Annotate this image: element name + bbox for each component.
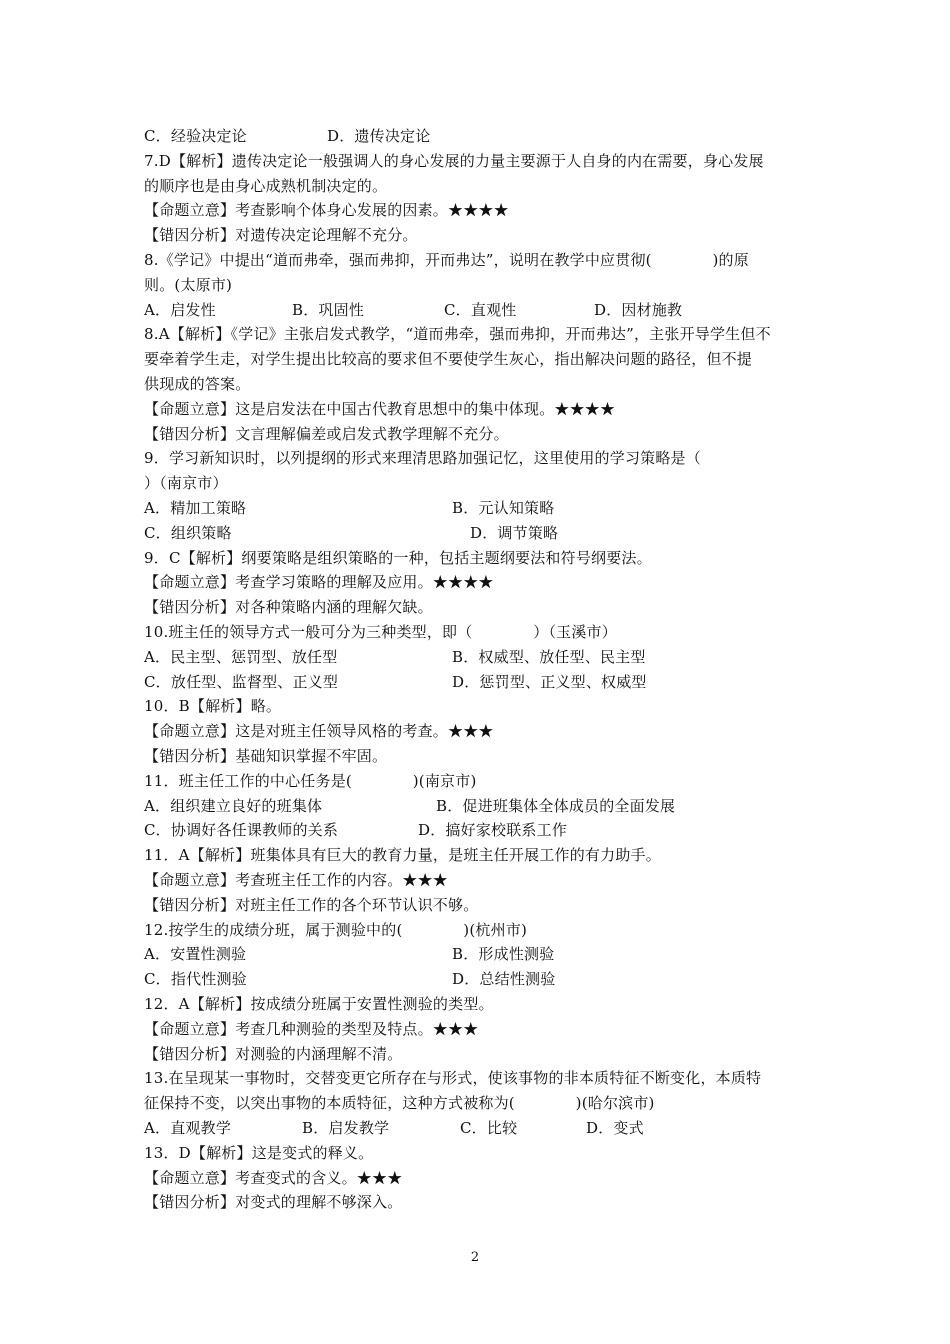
answer-option: C．指代性测验 (144, 970, 247, 989)
answer-option: D．遗传决定论 (327, 127, 431, 145)
answer-option: D．调节策略 (470, 523, 559, 542)
text-line (144, 647, 824, 667)
line-text: 【命题立意】考查学习策略的理解及应用。★★★★ (144, 573, 494, 592)
text-line (144, 448, 824, 468)
line-text: 【错因分析】对变式的理解不够深入。 (144, 1193, 403, 1212)
text-line (144, 895, 824, 915)
answer-option: A．组织建立良好的班集体 (144, 796, 323, 815)
line-text: 【命题立意】这是对班主任领导风格的考查。★★★ (144, 722, 494, 741)
line-text: 供现成的答案。 (144, 375, 251, 393)
answer-option: B．元认知策略 (452, 499, 555, 517)
text-line (144, 944, 824, 964)
text-line (144, 176, 824, 196)
line-text: 8.A【解析】《学记》主张启发式教学，“道而弗牵，强而弗抑，开而弗达”，主张开导学生但不 (144, 325, 771, 344)
text-line (144, 746, 824, 766)
text-line (144, 622, 824, 642)
text-line (144, 250, 824, 270)
line-text: 则。(太原市) (144, 275, 233, 294)
text-line (144, 424, 824, 444)
text-line (144, 1044, 824, 1064)
text-line (144, 498, 824, 518)
text-line (144, 374, 824, 394)
line-text: 9．学习新知识时，以列提纲的形式来理清思路加强记忆，这里使用的学习策略是（ (144, 449, 701, 468)
text-line (144, 845, 824, 865)
answer-option: B．形成性测验 (452, 945, 555, 964)
answer-option: D．变式 (586, 1119, 644, 1137)
line-text: 【命题立意】考查影响个体身心发展的因素。★★★★ (144, 201, 509, 220)
line-text: 【命题立意】考查班主任工作的内容。★★★ (144, 871, 449, 889)
text-line (144, 721, 824, 741)
answer-option: C．直观性 (444, 300, 517, 319)
line-text: 【命题立意】这是启发法在中国古代教育思想中的集中体现。★★★★ (144, 399, 616, 418)
answer-option: B．促进班集体全体成员的全面发展 (436, 796, 676, 815)
line-text: ）（南京市） (144, 474, 228, 493)
text-line (144, 920, 824, 940)
text-line (144, 324, 824, 344)
text-line (144, 1168, 824, 1188)
text-line (144, 597, 824, 617)
text-line (144, 572, 824, 592)
text-line (144, 820, 824, 840)
answer-option: B．启发教学 (302, 1119, 390, 1137)
text-line (144, 523, 824, 543)
line-text: 7.D【解析】遗传决定论一般强调人的身心发展的力量主要源于人自身的内在需要，身心发展 (144, 151, 764, 170)
line-text: 13.在呈现某一事物时，交替变更它所存在与形式，使该事物的非本质特征不断变化，本质特 (144, 1069, 762, 1088)
text-line (144, 1143, 824, 1163)
text-line (144, 796, 824, 816)
line-text: 【命题立意】考查变式的含义。★★★ (144, 1168, 403, 1187)
text-line (144, 275, 824, 295)
answer-option: D．惩罚型、正义型、权威型 (452, 672, 647, 691)
answer-option: A．启发性 (144, 300, 216, 319)
text-line (144, 399, 824, 419)
line-text: 13．D【解析】这是变式的释义。 (144, 1143, 374, 1162)
answer-option: C．放任型、监督型、正义型 (144, 672, 339, 691)
text-line (144, 473, 824, 493)
answer-option: C．组织策略 (144, 523, 232, 542)
answer-option: A．直观教学 (144, 1119, 232, 1137)
text-line (144, 1118, 824, 1138)
text-line (144, 1192, 824, 1212)
line-text: 【错因分析】对测验的内涵理解不清。 (144, 1044, 403, 1063)
page-number: 2 (470, 1250, 480, 1265)
answer-option: D．因材施教 (594, 300, 683, 319)
line-text: 征保持不变，以突出事物的本质特征，这种方式被称为( )(哈尔滨市) (144, 1094, 655, 1113)
answer-option: A．民主型、惩罚型、放任型 (144, 647, 338, 666)
answer-option: C．经验决定论 (144, 127, 247, 145)
text-line (144, 151, 824, 171)
line-text: 9．C【解析】纲要策略是组织策略的一种，包括主题纲要法和符号纲要法。 (144, 548, 652, 567)
line-text: 【错因分析】对各种策略内涵的理解欠缺。 (144, 598, 433, 617)
answer-option: A．精加工策略 (144, 499, 247, 517)
answer-option: B．权威型、放任型、民主型 (452, 647, 646, 666)
answer-option: A．安置性测验 (144, 945, 247, 964)
answer-option: C．协调好各任课教师的关系 (144, 821, 339, 840)
text-line (144, 1019, 824, 1039)
text-line (144, 548, 824, 568)
line-text: 12.按学生的成绩分班，属于测验中的( )(杭州市) (144, 920, 528, 939)
text-line (144, 349, 824, 369)
answer-option: D．搞好家校联系工作 (418, 821, 568, 840)
text-line (144, 994, 824, 1014)
answer-option: C．比较 (460, 1119, 518, 1137)
line-text: 11．班主任工作的中心任务是( )(南京市) (144, 771, 477, 790)
line-text: 【错因分析】文言理解偏差或启发式教学理解不充分。 (144, 424, 509, 443)
text-line (144, 771, 824, 791)
answer-option: D．总结性测验 (452, 970, 556, 989)
text-line (144, 1093, 824, 1113)
text-line (144, 126, 824, 146)
line-text: 【命题立意】考查几种测验的类型及特点。★★★ (144, 1019, 479, 1038)
text-line (144, 870, 824, 890)
text-line (144, 225, 824, 245)
text-line (144, 672, 824, 692)
line-text: 【错因分析】对遗传决定论理解不充分。 (144, 226, 418, 245)
answer-option: B．巩固性 (292, 300, 365, 319)
line-text: 10.班主任的领导方式一般可分为三种类型，即（ ）（玉溪市） (144, 623, 617, 641)
text-line (144, 969, 824, 989)
line-text: 【错因分析】基础知识掌握不牢固。 (144, 747, 388, 765)
line-text: 要牵着学生走，对学生提出比较高的要求但不要使学生灰心，指出解决问题的路径，但不提 (144, 350, 753, 369)
line-text: 12．A【解析】按成绩分班属于安置性测验的类型。 (144, 995, 494, 1013)
text-line (144, 300, 824, 320)
text-line (144, 696, 824, 716)
text-line (144, 200, 824, 220)
line-text: 11．A【解析】班集体具有巨大的教育力量，是班主任开展工作的有力助手。 (144, 846, 661, 865)
line-text: 【错因分析】对班主任工作的各个环节认识不够。 (144, 895, 479, 914)
text-line (144, 1068, 824, 1088)
line-text: 10．B【解析】略。 (144, 697, 282, 716)
line-text: 8.《学记》中提出“道而弗牵，强而弗抑，开而弗达”，说明在教学中应贯彻( )的原 (144, 251, 749, 269)
line-text: 的顺序也是由身心成熟机制决定的。 (144, 176, 388, 195)
